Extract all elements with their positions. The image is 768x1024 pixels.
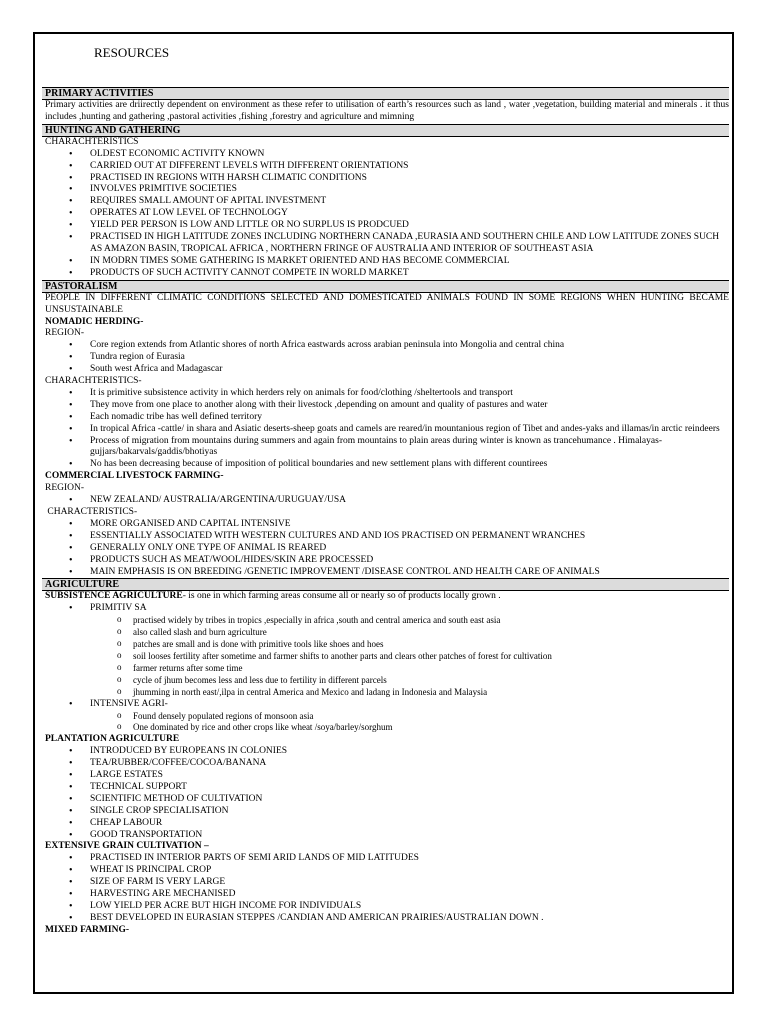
intensive-label: • INTENSIVE AGRI- (42, 699, 729, 711)
pastoralism-intro: PEOPLE IN DIFFERENT CLIMATIC CONDITIONS SELECTED AND DOMESTICATED ANIMALS FOUND IN SOME REGIONS WHEN HUNTING BECAME UNSUSTAINABLE (45, 292, 729, 315)
list-item: • HARVESTING ARE MECHANISED (42, 889, 729, 901)
extensive-heading: EXTENSIVE GRAIN CULTIVATION – (45, 841, 209, 852)
list-item: • Each nomadic tribe has well defined territory (42, 412, 729, 424)
document-page (33, 32, 734, 994)
primitive-label: • PRIMITIV SA (42, 603, 729, 615)
list-item: • SINGLE CROP SPECIALISATION (42, 806, 729, 818)
list-item: o One dominated by rice and other crops like wheat /soya/barley/sorghum (42, 722, 729, 734)
plantation-list (42, 746, 729, 841)
list-item: • PRODUCTS SUCH AS MEAT/WOOL/HIDES/SKIN ARE PROCESSED (42, 555, 729, 567)
list-item: • It is primitive subsistence activity in which herders rely on animals for food/clothing /sheltertools and transport (42, 388, 729, 400)
section-heading-primary: PRIMARY ACTIVITIES (42, 87, 729, 100)
list-item: • SIZE OF FARM IS VERY LARGE (42, 877, 729, 889)
subsistence-text: - is one in which farming areas consume all or nearly so of products locally grown . (182, 591, 501, 602)
list-item: • REQUIRES SMALL AMOUNT OF APITAL INVESTMENT (42, 196, 729, 208)
list-item: • PRODUCTS OF SUCH ACTIVITY CANNOT COMPETE IN WORLD MARKET (42, 268, 729, 280)
extensive-list (42, 853, 729, 924)
nomadic-region-label: REGION- (45, 328, 85, 339)
list-item: • INVOLVES PRIMITIVE SOCIETIES (42, 184, 729, 196)
commercial-region-label: REGION- (45, 483, 85, 494)
list-item: o farmer returns after some time (42, 663, 729, 675)
list-item: • WHEAT IS PRINCIPAL CROP (42, 865, 729, 877)
list-item: • LARGE ESTATES (42, 770, 729, 782)
intensive-list (42, 699, 729, 711)
list-item: • LOW YIELD PER ACRE BUT HIGH INCOME FOR INDIVIDUALS (42, 901, 729, 913)
list-item: • PRACTISED IN INTERIOR PARTS OF SEMI ARID LANDS OF MID LATITUDES (42, 853, 729, 865)
list-item: • Process of migration from mountains during summers and again from mountains to plain areas during winter is known as trancehumance . Himalayas- gujjars/bakarvals/gaddis/bhotiyas (42, 436, 729, 460)
list-item: • BEST DEVELOPED IN EURASIAN STEPPES /CANDIAN AND AMERICAN PRAIRIES/AUSTRALIAN DOWN . (42, 913, 729, 925)
list-item: o patches are small and is done with primitive tools like shoes and hoes (42, 639, 729, 651)
plantation-heading: PLANTATION AGRICULTURE (45, 734, 180, 745)
list-item: • PRACTISED IN REGIONS WITH HARSH CLIMATIC CONDITIONS (42, 173, 729, 185)
list-item: • OLDEST ECONOMIC ACTIVITY KNOWN (42, 149, 729, 161)
commercial-heading: COMMERCIAL LIVESTOCK FARMING- (45, 471, 224, 482)
list-item: • CHEAP LABOUR (42, 818, 729, 830)
commercial-char-label: CHARACTERISTICS- (45, 507, 138, 517)
intensive-items (42, 711, 729, 735)
section-heading-pastoralism: PASTORALISM (42, 280, 729, 293)
list-item: • NEW ZEALAND/ AUSTRALIA/ARGENTINA/URUGUAY/USA (42, 495, 729, 507)
primitive-list (42, 603, 729, 615)
list-item: • GENERALLY ONLY ONE TYPE OF ANIMAL IS REARED (42, 543, 729, 555)
list-item: • Core region extends from Atlantic shores of north Africa eastwards across arabian peninsula into Mongolia and central china (42, 340, 729, 352)
list-item: o jhumming in north east/,ilpa in central America and Mexico and ladang in Indonesia and Malaysia (42, 687, 729, 699)
hunting-label: CHARACHTERISTICS (45, 136, 139, 147)
commercial-region-list (42, 495, 729, 507)
list-item: • In tropical Africa -cattle/ in shara and Asiatic deserts-sheep goats and camels are reared/in mountanious region of Tibet and andes-yaks and illamas/in arctic reindeers (42, 424, 729, 436)
list-item: • No has been decreasing because of imposition of political boundaries and new settlement plans with different countirees (42, 459, 729, 471)
hunting-list (42, 149, 729, 280)
list-item: o practised widely by tribes in tropics ,especially in africa ,south and central america and south east asia (42, 615, 729, 627)
list-item: o Found densely populated regions of monsoon asia (42, 711, 729, 723)
list-item: • They move from one place to another along with their livestock ,depending on amount and quality of pastures and water (42, 400, 729, 412)
list-item: • YIELD PER PERSON IS LOW AND LITTLE OR NO SURPLUS IS PRODCUED (42, 220, 729, 232)
page-title: RESOURCES (94, 45, 170, 60)
list-item: • INTRODUCED BY EUROPEANS IN COLONIES (42, 746, 729, 758)
section-heading-agriculture: AGRICULTURE (42, 578, 729, 591)
list-item: • OPERATES AT LOW LEVEL OF TECHNOLOGY (42, 208, 729, 220)
list-item: o soil looses fertility after sometime and farmer shifts to another parts and clears other patches of forest for cultivation (42, 651, 729, 663)
list-item: • ESSENTIALLY ASSOCIATED WITH WESTERN CULTURES AND AND IOS PRACTISED ON PERMANENT WRANCHES (42, 531, 729, 543)
list-item: • MORE ORGANISED AND CAPITAL INTENSIVE (42, 519, 729, 531)
mixed-heading: MIXED FARMING- (45, 924, 129, 935)
commercial-char-list (42, 519, 729, 579)
nomadic-heading: NOMADIC HERDING- (45, 316, 144, 327)
list-item: • South west Africa and Madagascar (42, 364, 729, 376)
primary-text: Primary activities are driirectly dependent on environment as these refer to utilisation of earth’s resources such as land , water ,vegetation, building material and minerals . it thus includes ,hunting and gathering ,pastoral activities ,fishing ,forestry and agriculture and mimning (45, 100, 729, 122)
nomadic-region-list (42, 340, 729, 376)
document-body (42, 87, 729, 937)
list-item: • TECHNICAL SUPPORT (42, 782, 729, 794)
list-item: • Tundra region of Eurasia (42, 352, 729, 364)
primitive-items (42, 615, 729, 698)
list-item: o also called slash and burn agriculture (42, 627, 729, 639)
list-item: o cycle of jhum becomes less and less due to fertility in different parcels (42, 675, 729, 687)
list-item: • SCIENTIFIC METHOD OF CULTIVATION (42, 794, 729, 806)
list-item: • TEA/RUBBER/COFFEE/COCOA/BANANA (42, 758, 729, 770)
subsistence-line (42, 591, 729, 603)
nomadic-char-label: CHARACHTERISTICS- (45, 376, 142, 387)
list-item: • GOOD TRANSPORTATION (42, 830, 729, 842)
list-item: • PRACTISED IN HIGH LATITUDE ZONES INCLUDING NORTHERN CANADA ,EURASIA AND SOUTHERN CHILE AND LOW LATITUDE ZONES SUCH AS AMAZON BASIN, TROPICAL AFRICA , NORTHERN FRINGE OF AUSTRALIA AND INTERIOR OF SOUTHEAST ASIA (42, 232, 729, 256)
list-item: • IN MODRN TIMES SOME GATHERING IS MARKET ORIENTED AND HAS BECOME COMMERCIAL (42, 256, 729, 268)
subsistence-heading: SUBSISTENCE AGRICULTURE (45, 591, 183, 602)
list-item: • MAIN EMPHASIS IS ON BREEDING /GENETIC IMPROVEMENT /DISEASE CONTROL AND HEALTH CARE OF ANIMALS (42, 567, 729, 579)
list-item: • CARRIED OUT AT DIFFERENT LEVELS WITH DIFFERENT ORIENTATIONS (42, 161, 729, 173)
section-heading-hunting: HUNTING AND GATHERING (42, 124, 729, 137)
nomadic-char-list (42, 388, 729, 471)
